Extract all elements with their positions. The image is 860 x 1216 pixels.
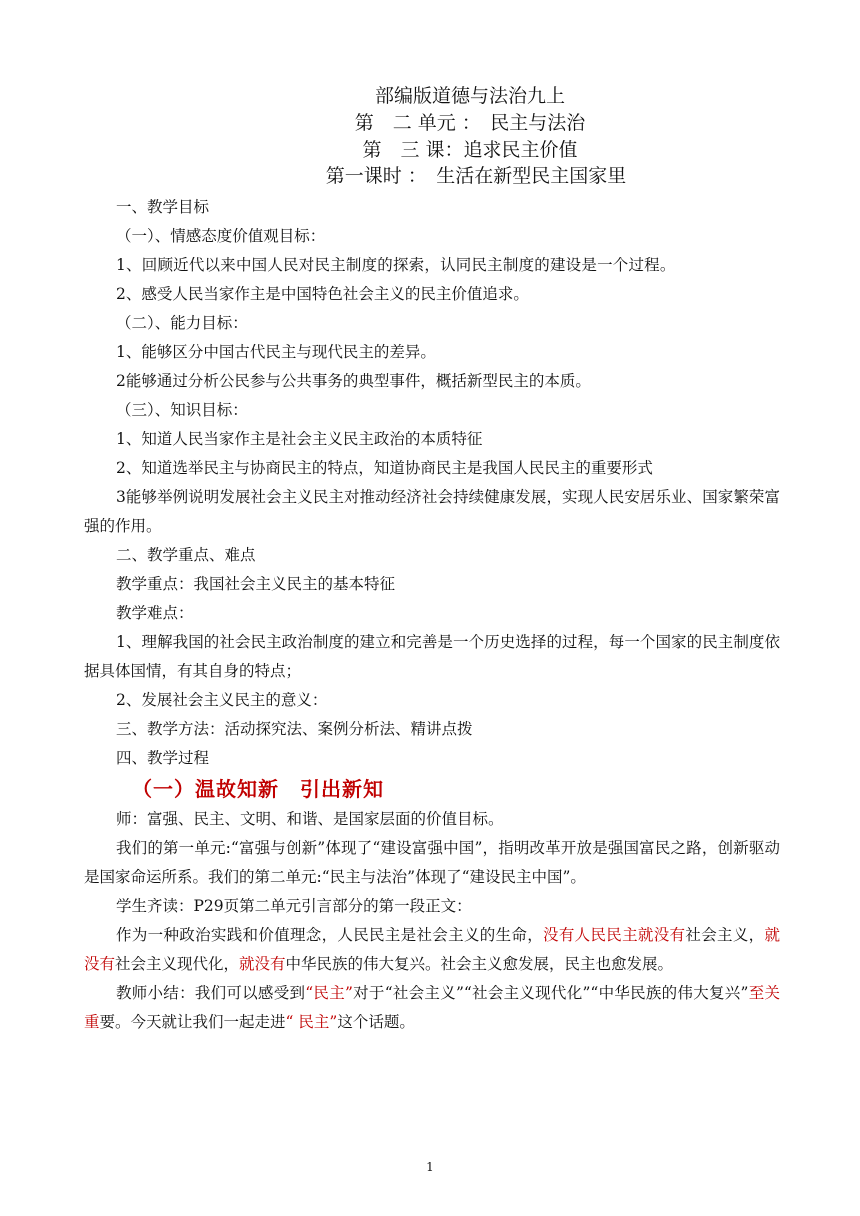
- goal-item: 3能够举例说明发展社会主义民主对推动经济社会持续健康发展，实现人民安居乐业、国家繁荣富强的作用。: [84, 488, 780, 535]
- lesson-title: 第 三 课：追求民主价值: [362, 139, 578, 161]
- text-run: 作为一种政治实践和价值理念，人民民主是社会主义的生命，: [116, 926, 544, 944]
- highlight-text: 没有人民民主就没有: [543, 926, 686, 944]
- goal-item: 1、回顾近代以来中国人民对民主制度的探索，认同民主制度的建设是一个过程。: [116, 256, 676, 274]
- text-run: 对于“社会主义”“社会主义现代化”“中华民族的伟大复兴”: [352, 984, 749, 1002]
- highlight-text: 就没有: [84, 926, 780, 973]
- text-run: 要。今天就让我们一起走进: [99, 1013, 286, 1031]
- difficulty-label: 教学难点：: [116, 604, 194, 622]
- text-run: 教师小结：我们可以感受到: [116, 984, 306, 1002]
- teacher-summary-paragraph: [84, 979, 780, 1037]
- page-number: 1: [426, 1160, 434, 1174]
- highlight-text: “ 民主”: [285, 1013, 338, 1031]
- heading-key-points: 二、教学重点、难点: [116, 546, 256, 564]
- difficulty-item: 2、发展社会主义民主的意义：: [116, 691, 328, 709]
- subheading-emotion-goals: （一）、情感态度价值观目标：: [116, 227, 326, 245]
- heading-teaching-methods: 三、教学方法：活动探究法、案例分析法、精讲点拨: [116, 720, 473, 738]
- key-point: 教学重点：我国社会主义民主的基本特征: [116, 575, 396, 593]
- goal-item: 1、能够区分中国古代民主与现代民主的差异。: [116, 343, 436, 361]
- heading-teaching-process: 四、教学过程: [116, 749, 210, 767]
- highlight-text: “民主”: [305, 984, 353, 1002]
- unit-title: 第 二 单元 ： 民主与法治: [354, 112, 586, 134]
- subheading-knowledge-goals: （三）、知识目标：: [116, 401, 248, 419]
- goal-item: 1、知道人民当家作主是社会主义民主政治的本质特征: [116, 430, 483, 448]
- text-run: 社会主义现代化，: [115, 955, 240, 973]
- unit-summary-paragraph: 我们的第一单元:“富强与创新”体现了“建设富强中国”，指明改革开放是强国富民之路，创新驱动是国家命运所系。我们的第二单元:“民主与法治”体现了“建设民主中国”。: [84, 839, 780, 886]
- text-run: 中华民族的伟大复兴。社会主义愈发展，民主也愈发展。: [285, 955, 674, 973]
- teacher-line: 师：富强、民主、文明、和谐、是国家层面的价值目标。: [116, 810, 504, 828]
- book-title: 部编版道德与法治九上: [374, 85, 565, 107]
- goal-item: 2、知道选举民主与协商民主的特点，知道协商民主是我国人民民主的重要形式: [116, 459, 653, 477]
- quoted-reading-paragraph: [84, 921, 780, 979]
- heading-teaching-goals: 一、教学目标: [116, 198, 210, 216]
- goal-item: 2、感受人民当家作主是中国特色社会主义的民主价值追求。: [116, 285, 529, 303]
- session-title: 第一课时 ： 生活在新型民主国家里: [325, 165, 627, 187]
- difficulty-item: 1、理解我国的社会民主政治制度的建立和完善是一个历史选择的过程，每一个国家的民主制度依据具体国情，有其自身的特点；: [84, 633, 780, 680]
- text-run: 这个话题。: [337, 1013, 415, 1031]
- highlight-text: 就没有: [239, 955, 286, 973]
- reading-instruction: 学生齐读：P29页第二单元引言部分的第一段正文：: [116, 897, 472, 915]
- section-heading-review: （一）温故知新 引出新知: [132, 777, 384, 801]
- text-run: 社会主义，: [685, 926, 765, 944]
- highlight-text: 至关重: [84, 984, 780, 1031]
- document-body: [84, 193, 780, 1037]
- subheading-ability-goals: （二）、能力目标：: [116, 314, 248, 332]
- goal-item: 2能够通过分析公民参与公共事务的典型事件，概括新型民主的本质。: [116, 372, 591, 390]
